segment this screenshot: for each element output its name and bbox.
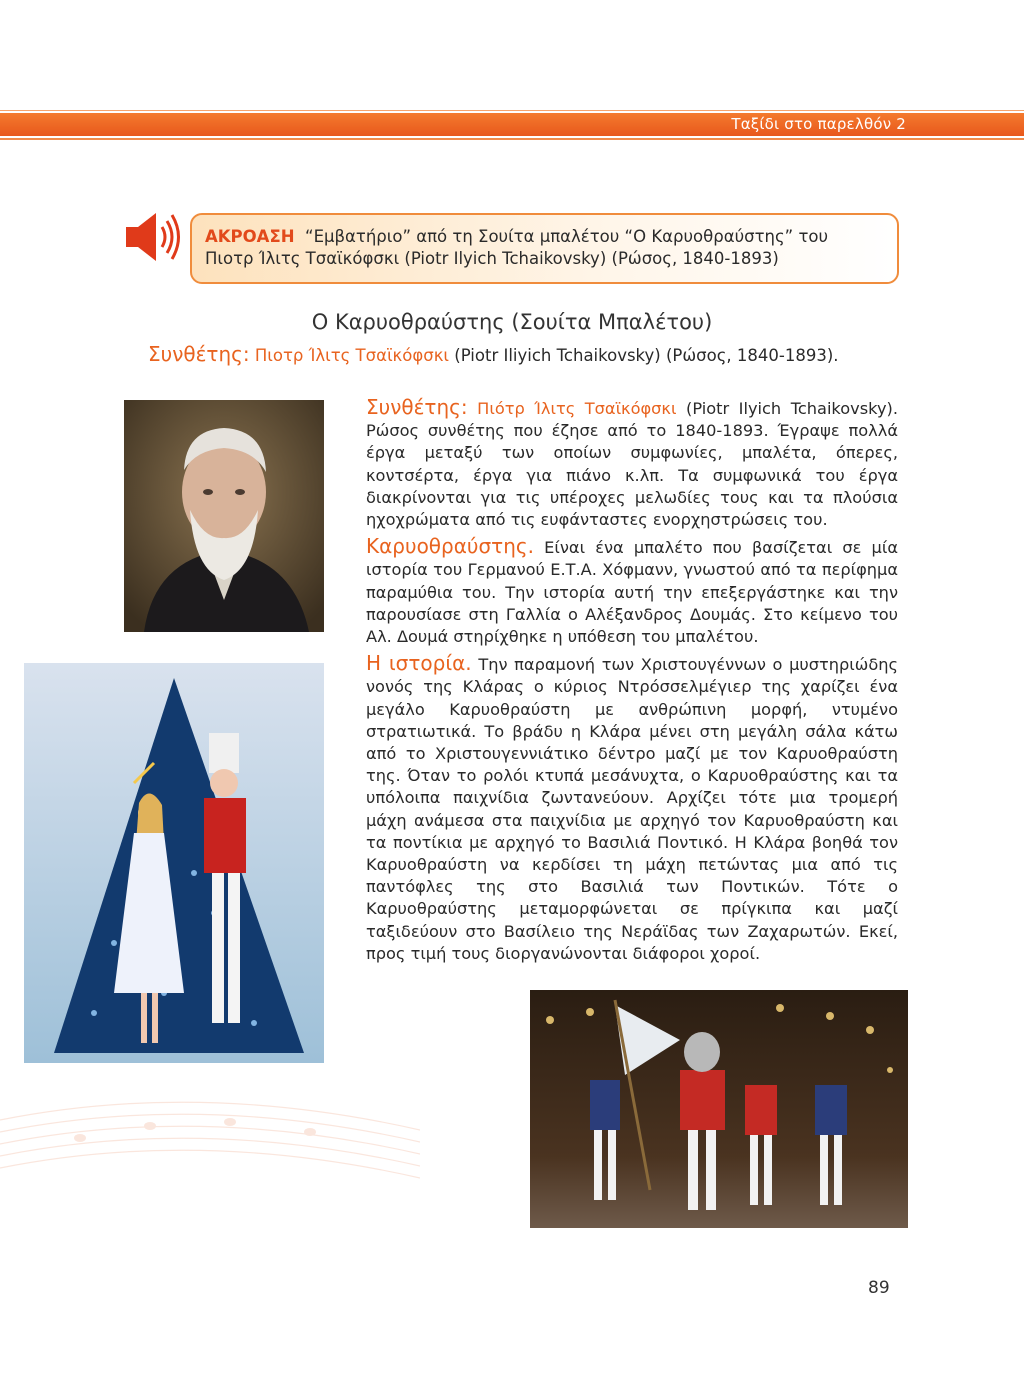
- header-line-top: [0, 110, 1024, 111]
- listening-line-1: “Εμβατήριο” από τη Σουίτα μπαλέτου “Ο Καρυοθραύστης” του: [305, 227, 829, 246]
- music-staff-decoration: [0, 1060, 420, 1210]
- ballet-stage-photo: [530, 990, 908, 1228]
- paragraph-text: Την παραμονή των Χριστουγέννων ο μυστηριώδης νονός της Κλάρας ο κύριος Ντρόσσελμέγιερ της χαρίζει ένα μεγάλο Καρυοθραύστη με ανθρώπινη μορφή, ντυμένο στρατιωτικά. Το βράδυ η Κλάρα μένει στη μεγάλη σάλα κάτω από το Χριστουγεννιάτικο δέντρο μαζί με τον Καρυοθραύστη της. Όταν το ρολόι κτυπά μεσάνυχτα, ο Καρυοθραύστης και τα υπόλοιπα παιχνίδια ζωντανεύουν. Αρχίζει τότε μια τρομερή μάχη ανάμεσα στα παιχνίδια με αρχηγό τον Καρυοθραύστη και τα ποντίκια με αρχηγό το Βασιλιά Ποντικό. Η Κλάρα βοηθά τον Καρυοθραύστη να κερδίσει τη μάχη πετώντας μια από τις παντόφλες της στο Βασιλιά των Ποντικών. Τότε ο Καρυοθραύστης μεταμορφώνεται σε πρίγκιπα και μαζί ταξιδεύουν στο Βασίλειο της Νεράϊδας των Ζαχαρωτών. Εκεί, προς τιμή τους διοργανώνονται διάφοροι χοροί.: [366, 655, 898, 963]
- paragraph-label: Η ιστορία.: [366, 651, 472, 676]
- paragraph-label: Καρυοθραύστης.: [366, 534, 534, 559]
- paragraph-text: Είναι ένα μπαλέτο που βασίζεται σε μία ιστορία του Γερμανού Ε.Τ.Α. Χόφμανν, γνωστού από τα περίφημα παραμύθια του. Την ιστορία αυτή την επεξεργάστηκε και την παρουσίασε στη Γαλλία ο Αλέξανδρος Δουμάς. Στο κείμενο του Αλ. Δουμά στηρίχθηκε η υπόθεση του μπαλέτου.: [366, 538, 898, 647]
- composer-line: [148, 342, 908, 366]
- listening-line-2: Πιοτρ Ίλιτς Τσαϊκόφσκι (Piotr Ilyich Tchaikovsky) (Ρώσος, 1840-1893): [205, 249, 779, 268]
- speaker-icon[interactable]: [122, 207, 188, 267]
- nutcracker-painting: [24, 663, 324, 1063]
- header-line-bottom: [0, 138, 1024, 140]
- chapter-title: Ταξίδι στο παρελθόν 2: [731, 115, 906, 133]
- listening-label: ΑΚΡΟΑΣΗ: [205, 227, 295, 246]
- paragraph-text: (Piotr Ilyich Tchaikovsky). Ρώσος συνθέτης που έζησε από το 1840-1893. Έγραψε πολλά έργα μεταξύ των οποίων συμφωνίες, μπαλέτα, όπερες, κοντσέρτα, έργα για πιάνο κ.λπ. Τα συμφωνικά του έργα διακρίνονται για τις υπέροχες μελωδίες τους και τα πλούσια ηχοχρώματα από τις ευφάνταστες ενορχηστρώσεις του.: [366, 399, 898, 530]
- composer-highlight: Πιότρ Ίλιτς Τσαϊκόφσκι: [467, 399, 677, 418]
- listening-text: [205, 226, 895, 270]
- work-title: Ο Καρυοθραύστης (Σουίτα Μπαλέτου): [311, 310, 713, 334]
- composer-details: (Piotr Iliyich Tchaikovsky) (Ρώσος, 1840-1893).: [449, 346, 839, 365]
- composer-name: Πιοτρ Ίλιτς Τσαϊκόφσκι: [249, 346, 450, 365]
- composer-label: Συνθέτης:: [148, 342, 250, 366]
- composer-portrait: [124, 400, 324, 632]
- paragraph-composer: [366, 396, 898, 531]
- page-number: 89: [868, 1278, 890, 1298]
- paragraph-label: Συνθέτης:: [366, 395, 468, 419]
- paragraph-nutcracker: [366, 535, 898, 648]
- paragraph-story: [366, 652, 898, 965]
- article-body: [366, 396, 898, 969]
